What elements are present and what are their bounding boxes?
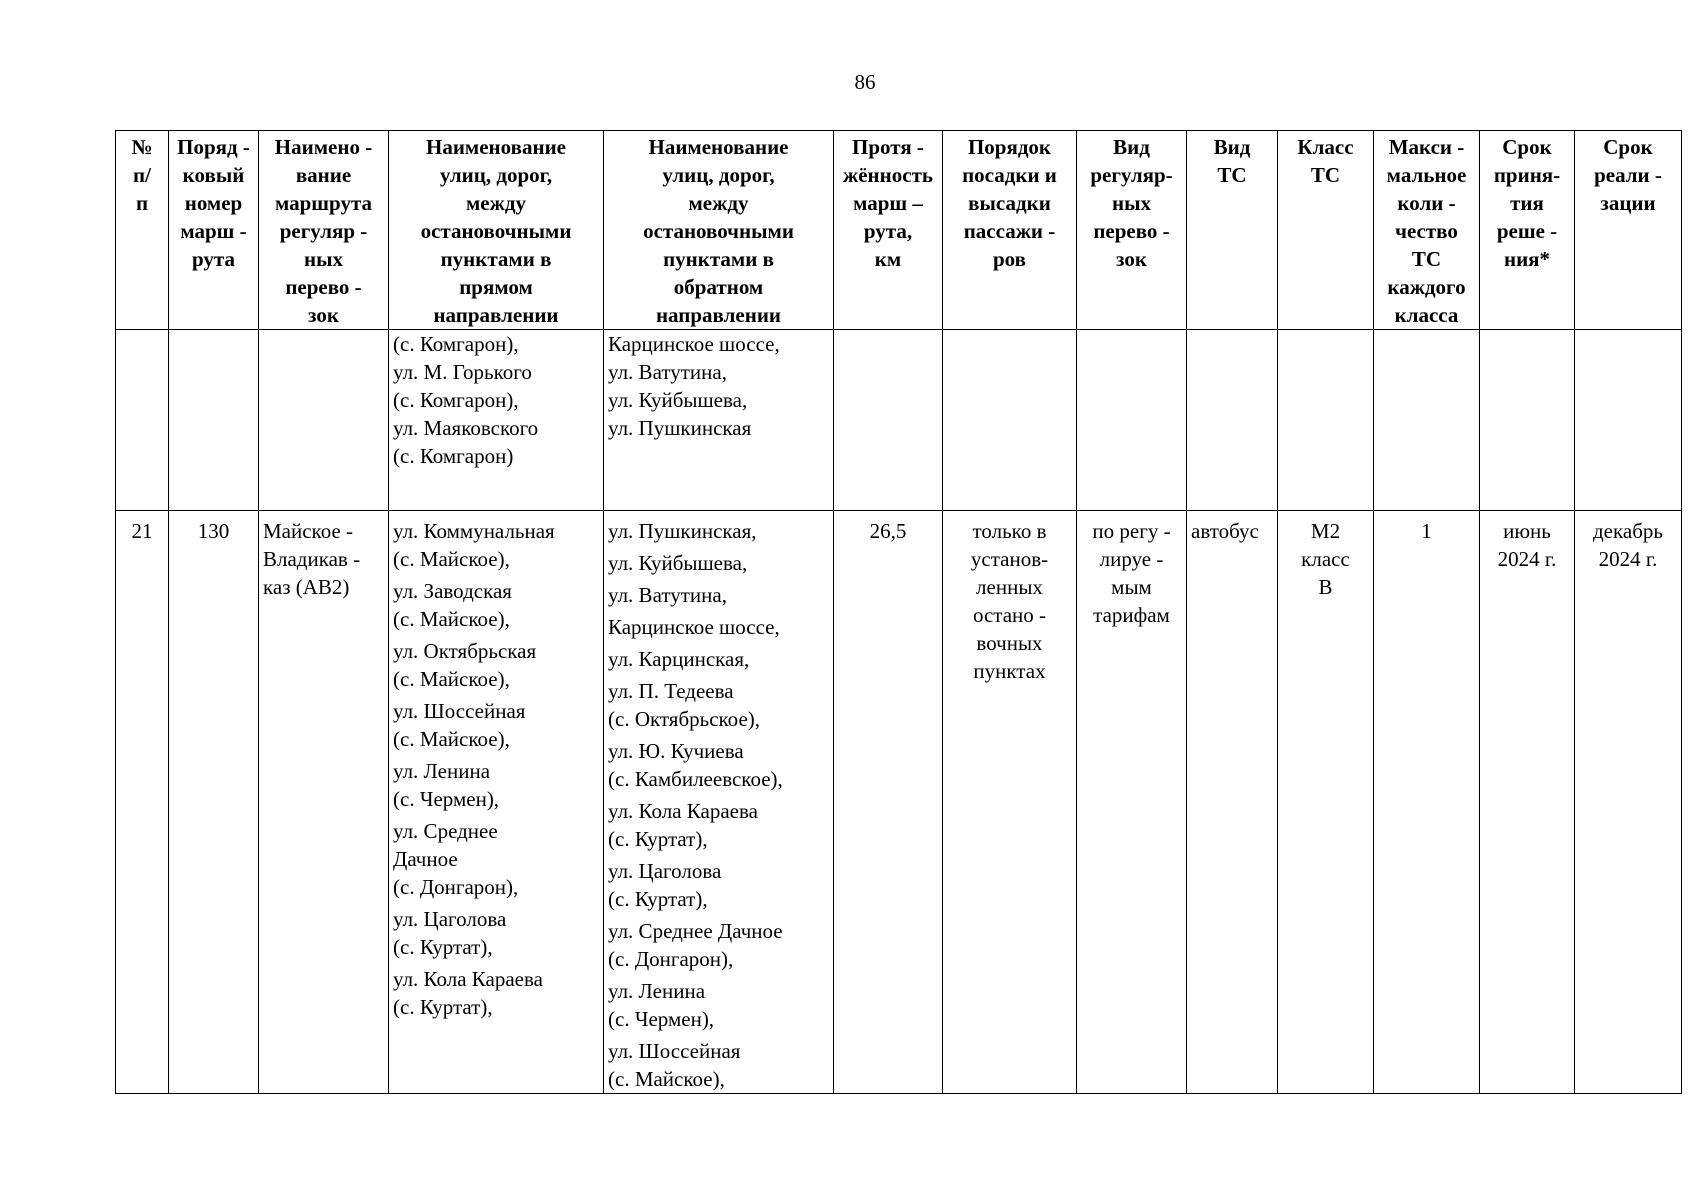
text-line: пунктами в bbox=[440, 247, 552, 271]
text-line: (с. Куртат), bbox=[608, 827, 708, 851]
text-line: ул. Кола Караева bbox=[393, 967, 543, 991]
text-line: между bbox=[466, 191, 526, 215]
text-line: рута, bbox=[863, 219, 913, 243]
cell-forward-streets bbox=[389, 330, 604, 511]
street-entry bbox=[393, 697, 599, 753]
text-line: марш - bbox=[180, 219, 247, 243]
cell-index bbox=[116, 330, 169, 511]
text-line: Карцинское шоссе, bbox=[608, 615, 780, 639]
text-line: реали - bbox=[1594, 163, 1662, 187]
text-line: ул. Кола Караева bbox=[608, 799, 758, 823]
text-line: приня- bbox=[1493, 163, 1561, 187]
cell-index: 21 bbox=[116, 511, 169, 1094]
street-entry bbox=[608, 613, 829, 641]
street-entry bbox=[608, 517, 829, 545]
text-line: ул. Шоссейная bbox=[608, 1039, 741, 1063]
text-line: марш – bbox=[853, 191, 923, 215]
text-line: ул. Цаголова bbox=[393, 907, 507, 931]
text-line: мым bbox=[1111, 575, 1152, 599]
text-line: ул. Ю. Кучиева bbox=[608, 739, 744, 763]
routes-table bbox=[115, 130, 1682, 1094]
text-line: Срок bbox=[1603, 135, 1653, 159]
column-header bbox=[116, 131, 169, 330]
text-line: декабрь bbox=[1593, 519, 1663, 543]
text-line: рута bbox=[192, 247, 235, 271]
text-line: (с. Октябрьское), bbox=[608, 707, 761, 731]
cell-route-number: 130 bbox=[169, 511, 259, 1094]
text-line: ул. Цаголова bbox=[608, 859, 722, 883]
page-number: 86 bbox=[854, 70, 876, 94]
column-header bbox=[943, 131, 1077, 330]
table-row bbox=[116, 511, 1682, 1094]
cell-vehicle-type: автобус bbox=[1187, 511, 1278, 1094]
text-line: (с. Майское), bbox=[393, 547, 510, 571]
cell-length: 26,5 bbox=[834, 511, 943, 1094]
text-line: ленных bbox=[976, 575, 1043, 599]
text-line: класса bbox=[1394, 303, 1459, 327]
text-line: ул. Коммунальная bbox=[393, 519, 555, 543]
column-header bbox=[259, 131, 389, 330]
text-line: каз (АВ2) bbox=[263, 575, 350, 599]
cell-reverse-streets bbox=[604, 511, 834, 1094]
cell-implementation-date bbox=[1575, 330, 1682, 511]
text-line: (с. Чермен), bbox=[608, 1007, 715, 1031]
street-entry bbox=[608, 677, 829, 733]
text-line: вочных bbox=[976, 631, 1043, 655]
text-line: 2024 г. bbox=[1598, 547, 1658, 571]
text-line: Наименование bbox=[648, 135, 789, 159]
text-line: пунктами в bbox=[663, 247, 774, 271]
cell-vehicle-type bbox=[1187, 330, 1278, 511]
cell-reverse-streets bbox=[604, 330, 834, 511]
text-line: маршрута bbox=[274, 191, 373, 215]
street-entry bbox=[393, 637, 599, 693]
text-line: п bbox=[135, 191, 149, 215]
text-line: (с. Майское), bbox=[393, 727, 510, 751]
text-line: 2024 г. bbox=[1497, 547, 1557, 571]
text-line: ния* bbox=[1503, 247, 1551, 271]
text-line: тарифам bbox=[1093, 603, 1170, 627]
text-line: (с. Донгарон), bbox=[608, 947, 734, 971]
text-line: (с. Чермен), bbox=[393, 787, 500, 811]
cell-max-count: 1 bbox=[1374, 511, 1480, 1094]
cell-route-name bbox=[259, 511, 389, 1094]
column-header bbox=[1480, 131, 1575, 330]
cell-implementation-date bbox=[1575, 511, 1682, 1094]
text-line: (с. Комгарон) bbox=[393, 444, 514, 468]
text-line: чество bbox=[1395, 219, 1458, 243]
column-header bbox=[1374, 131, 1480, 330]
text-line: зок bbox=[1116, 247, 1147, 271]
text-line: ул. Среднее Дачное bbox=[608, 919, 783, 943]
cell-length bbox=[834, 330, 943, 511]
text-line: ТС bbox=[1217, 163, 1247, 187]
text-line: направлении bbox=[433, 303, 559, 327]
text-line: Наименование bbox=[426, 135, 566, 159]
text-line: км bbox=[874, 247, 902, 271]
text-line: (с. Куртат), bbox=[608, 887, 708, 911]
text-line: остановочными bbox=[643, 219, 794, 243]
text-line: Наимено - bbox=[274, 135, 373, 159]
text-line: Протя - bbox=[852, 135, 924, 159]
column-header bbox=[1077, 131, 1187, 330]
text-line: В bbox=[1318, 575, 1333, 599]
text-line: (с. Куртат), bbox=[393, 935, 493, 959]
text-line: коли - bbox=[1397, 191, 1456, 215]
text-line: жённость bbox=[843, 163, 933, 187]
text-line: (с. Комгарон), bbox=[393, 332, 519, 356]
text-line: мальное bbox=[1386, 163, 1467, 187]
cell-boarding bbox=[943, 511, 1077, 1094]
street-entry bbox=[608, 857, 829, 913]
text-line: ул. М. Горького bbox=[393, 360, 532, 384]
street-entry bbox=[393, 517, 599, 573]
text-line: установ- bbox=[970, 547, 1049, 571]
text-line: Поряд - bbox=[177, 135, 250, 159]
street-entry bbox=[608, 581, 829, 609]
column-header bbox=[1278, 131, 1374, 330]
text-line: № bbox=[131, 135, 153, 159]
text-line: (с. Камбилеевское), bbox=[608, 767, 783, 791]
text-line: зации bbox=[1600, 191, 1656, 215]
text-line: ных bbox=[304, 247, 343, 271]
text-line: регуляр- bbox=[1090, 163, 1173, 187]
street-entry bbox=[608, 549, 829, 577]
text-line: тия bbox=[1510, 191, 1544, 215]
text-line: Макси - bbox=[1388, 135, 1465, 159]
text-line: класс bbox=[1301, 547, 1350, 571]
column-header bbox=[1575, 131, 1682, 330]
text-line: перево - bbox=[1093, 219, 1170, 243]
cell-decision-date bbox=[1480, 511, 1575, 1094]
cell-max-count bbox=[1374, 330, 1480, 511]
street-entry bbox=[393, 817, 599, 901]
street-entry bbox=[608, 1037, 829, 1093]
text-line: ул. Ватутина, bbox=[608, 360, 727, 384]
text-line: ул. Маяковского bbox=[393, 416, 539, 440]
column-header bbox=[1187, 131, 1278, 330]
cell-forward-streets bbox=[389, 511, 604, 1094]
text-line: остановочными bbox=[420, 219, 572, 243]
text-line: ковый bbox=[182, 163, 245, 187]
text-line: ул. Пушкинская, bbox=[608, 519, 757, 543]
street-entry bbox=[393, 577, 599, 633]
text-line: вание bbox=[295, 163, 352, 187]
column-header bbox=[169, 131, 259, 330]
cell-transport-kind bbox=[1077, 330, 1187, 511]
text-line: только в bbox=[972, 519, 1047, 543]
cell-vehicle-class bbox=[1278, 330, 1374, 511]
text-line: п/ bbox=[133, 163, 151, 187]
cell-vehicle-class bbox=[1278, 511, 1374, 1094]
text-line: Карцинское шоссе, bbox=[608, 332, 780, 356]
text-line: улиц, дорог, bbox=[439, 163, 553, 187]
street-entry bbox=[608, 797, 829, 853]
text-line: улиц, дорог, bbox=[662, 163, 775, 187]
text-line: перево - bbox=[285, 275, 362, 299]
text-line: реше - bbox=[1496, 219, 1558, 243]
text-line: Порядок bbox=[967, 135, 1052, 159]
column-header bbox=[604, 131, 834, 330]
text-line: ул. Пушкинская bbox=[608, 416, 752, 440]
text-line: Майское - bbox=[263, 519, 354, 543]
text-line: ТС bbox=[1310, 163, 1341, 187]
text-line: лируе - bbox=[1099, 547, 1164, 571]
text-line: обратном bbox=[673, 275, 764, 299]
text-line: (с. Майское), bbox=[608, 1067, 725, 1091]
text-line: (с. Майское), bbox=[393, 667, 510, 691]
text-line: высадки bbox=[968, 191, 1051, 215]
text-line: прямом bbox=[459, 275, 533, 299]
text-line: Срок bbox=[1502, 135, 1552, 159]
text-line: (с. Комгарон), bbox=[393, 388, 519, 412]
text-line: Дачное bbox=[393, 847, 458, 871]
text-line: ул. Шоссейная bbox=[393, 699, 526, 723]
street-entry bbox=[393, 757, 599, 813]
text-line: направлении bbox=[655, 303, 782, 327]
cell-boarding bbox=[943, 330, 1077, 511]
text-line: (с. Куртат), bbox=[393, 995, 493, 1019]
text-line: ул. Октябрьская bbox=[393, 639, 537, 663]
text-line: Класс bbox=[1297, 135, 1354, 159]
header-row bbox=[116, 131, 1682, 330]
cell-decision-date bbox=[1480, 330, 1575, 511]
street-entry bbox=[393, 905, 599, 961]
table-row bbox=[116, 330, 1682, 511]
text-line: ТС bbox=[1411, 247, 1442, 271]
text-line: между bbox=[688, 191, 749, 215]
column-header bbox=[389, 131, 604, 330]
text-line: ул. Ленина bbox=[608, 979, 706, 1003]
street-entry bbox=[393, 965, 599, 1021]
text-line: (с. Донгарон), bbox=[393, 875, 519, 899]
text-line: ров bbox=[993, 247, 1026, 271]
text-line: ных bbox=[1112, 191, 1151, 215]
cell-route-number bbox=[169, 330, 259, 511]
text-line: каждого bbox=[1387, 275, 1466, 299]
cell-route-name bbox=[259, 330, 389, 511]
text-line: Владикав - bbox=[263, 547, 361, 571]
text-line: номер bbox=[184, 191, 243, 215]
text-line: ул. Среднее bbox=[393, 819, 498, 843]
text-line: регуляр - bbox=[279, 219, 368, 243]
text-line: ул. Ватутина, bbox=[608, 583, 727, 607]
text-line: зок bbox=[308, 303, 339, 327]
column-header bbox=[834, 131, 943, 330]
text-line: (с. Майское), bbox=[393, 607, 510, 631]
text-line: ул. Куйбышева, bbox=[608, 388, 748, 412]
text-line: ул. Карцинская, bbox=[608, 647, 750, 671]
text-line: пунктах bbox=[973, 659, 1046, 683]
street-entry bbox=[608, 917, 829, 973]
text-line: остано - bbox=[972, 603, 1047, 627]
text-line: ул. Заводская bbox=[393, 579, 512, 603]
text-line: М2 bbox=[1310, 519, 1341, 543]
street-entry bbox=[608, 737, 829, 793]
text-line: по регу - bbox=[1092, 519, 1171, 543]
text-line: ул. Ленина bbox=[393, 759, 491, 783]
street-entry bbox=[608, 977, 829, 1033]
text-line: посадки и bbox=[962, 163, 1057, 187]
street-entry bbox=[608, 645, 829, 673]
cell-transport-kind bbox=[1077, 511, 1187, 1094]
text-line: Вид bbox=[1213, 135, 1251, 159]
text-line: июнь bbox=[1503, 519, 1551, 543]
text-line: ул. Куйбышева, bbox=[608, 551, 748, 575]
text-line: ул. П. Тедеева bbox=[608, 679, 734, 703]
text-line: пассажи - bbox=[963, 219, 1056, 243]
text-line: Вид bbox=[1113, 135, 1150, 159]
